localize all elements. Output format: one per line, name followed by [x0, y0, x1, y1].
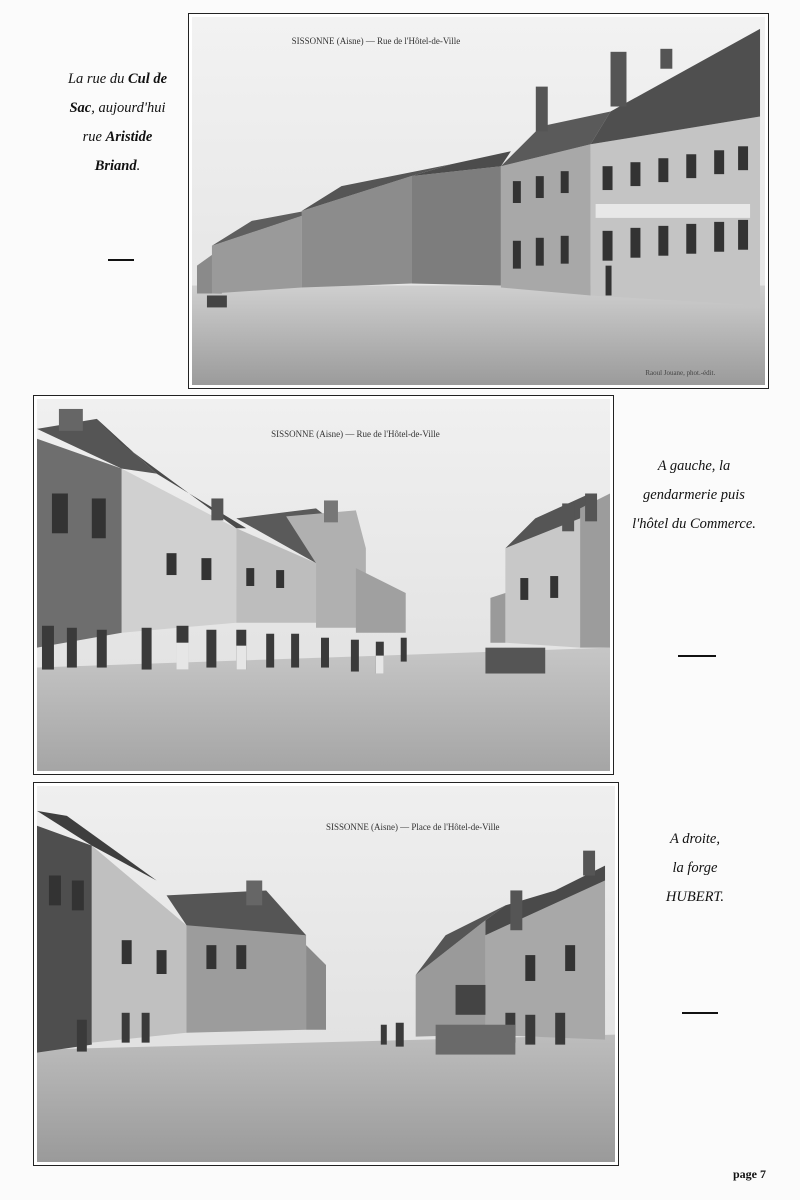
- postcard-3-title: SISSONNE (Aisne) — Place de l'Hôtel-de-Ville: [326, 821, 500, 832]
- caption-text-bold: Briand: [94, 158, 137, 174]
- caption-text: .: [136, 158, 141, 174]
- caption-1-divider: [108, 259, 134, 261]
- caption-1: [50, 65, 185, 181]
- caption-text-bold: Aristide: [105, 129, 153, 145]
- caption-3-line-1: A droite,: [670, 831, 720, 847]
- caption-2-line-1: A gauche, la: [657, 458, 731, 474]
- caption-2: [620, 452, 768, 539]
- caption-2-divider: [678, 655, 716, 657]
- caption-text: , aujourd'hui: [91, 100, 166, 116]
- caption-2-line-3: l'hôtel du Commerce.: [632, 516, 756, 532]
- postcard-1-title: SISSONNE (Aisne) — Rue de l'Hôtel-de-Ville: [291, 35, 461, 46]
- caption-1-line-1: [50, 65, 185, 94]
- postcard-2-photo: [37, 399, 610, 771]
- caption-2-line-2: gendarmerie puis: [643, 487, 745, 503]
- postcard-2: [33, 395, 614, 775]
- caption-1-line-4: [50, 152, 185, 181]
- caption-1-line-3: [50, 123, 185, 152]
- postcard-1: [188, 13, 769, 389]
- caption-3-divider: [682, 1012, 718, 1014]
- caption-text: La rue du: [67, 71, 128, 87]
- postcard-3-photo: [37, 786, 615, 1162]
- caption-text: rue: [82, 129, 106, 145]
- postcard-3: [33, 782, 619, 1166]
- caption-3-line-2: la forge: [672, 860, 718, 876]
- caption-3-line-3: HUBERT.: [665, 889, 725, 905]
- postcard-1-photo: [192, 17, 765, 385]
- caption-text-bold: Cul de: [127, 71, 168, 87]
- caption-3: [630, 825, 760, 912]
- page-number: page 7: [733, 1167, 766, 1181]
- caption-1-line-2: [50, 94, 185, 123]
- caption-text-bold: Sac: [69, 100, 92, 116]
- postcard-1-credit: Raoul Jouane, phot.-édit.: [645, 369, 716, 378]
- postcard-2-title: SISSONNE (Aisne) — Rue de l'Hôtel-de-Ville: [271, 428, 440, 439]
